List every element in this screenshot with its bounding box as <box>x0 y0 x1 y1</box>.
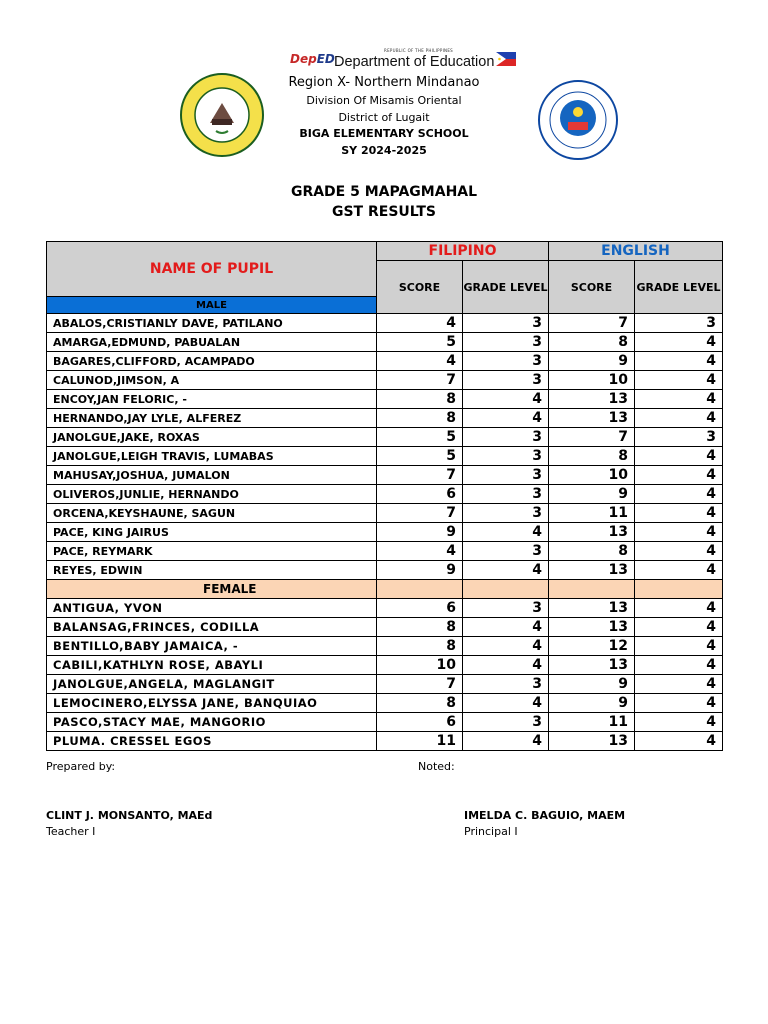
filipino-grade-level: 3 <box>463 333 549 352</box>
teacher-title: Teacher I <box>46 825 96 838</box>
filipino-grade-level: 3 <box>463 713 549 732</box>
filipino-grade-level: 3 <box>463 352 549 371</box>
deped-header <box>290 48 530 74</box>
filipino-score: 4 <box>377 542 463 561</box>
english-grade-level: 3 <box>635 314 723 333</box>
female-band-cell <box>635 580 723 599</box>
table-row <box>47 618 723 637</box>
filipino-score: 7 <box>377 504 463 523</box>
english-grade-level: 4 <box>635 485 723 504</box>
pupil-name: ANTIGUA, YVON <box>47 599 377 618</box>
pupil-name: OLIVEROS,JUNLIE, HERNANDO <box>47 485 377 504</box>
english-score: 13 <box>549 523 635 542</box>
filipino-grade-level: 3 <box>463 428 549 447</box>
school-year: SY 2024-2025 <box>341 144 427 157</box>
pupil-name: JANOLGUE,JAKE, ROXAS <box>47 428 377 447</box>
filipino-grade-level: 3 <box>463 542 549 561</box>
republic-text: REPUBLIC OF THE PHILIPPINES <box>384 48 454 53</box>
filipino-grade-level: 3 <box>463 504 549 523</box>
english-score: 13 <box>549 390 635 409</box>
english-score: 13 <box>549 599 635 618</box>
filipino-score-header: SCORE <box>377 261 463 314</box>
english-grade-level: 4 <box>635 466 723 485</box>
filipino-score: 11 <box>377 732 463 751</box>
noted-label: Noted: <box>418 760 455 773</box>
deped-logo: DepED <box>290 52 335 66</box>
english-grade-level: 4 <box>635 504 723 523</box>
pupil-name: JANOLGUE,LEIGH TRAVIS, LUMABAS <box>47 447 377 466</box>
filipino-grade-level: 3 <box>463 599 549 618</box>
filipino-grade-level: 3 <box>463 466 549 485</box>
pupil-name: PACE, REYMARK <box>47 542 377 561</box>
filipino-score: 8 <box>377 618 463 637</box>
filipino-score: 6 <box>377 713 463 732</box>
name-of-pupil-header: NAME OF PUPIL <box>47 242 377 297</box>
pupil-name: CABILI,KATHLYN ROSE, ABAYLI <box>47 656 377 675</box>
filipino-grade-level: 3 <box>463 675 549 694</box>
filipino-grade-level: 4 <box>463 561 549 580</box>
filipino-grade-level: 4 <box>463 637 549 656</box>
english-grade-level: 4 <box>635 656 723 675</box>
filipino-grade-level: 4 <box>463 656 549 675</box>
filipino-score: 5 <box>377 333 463 352</box>
english-grade-level: 4 <box>635 542 723 561</box>
pupil-name: BENTILLO,BABY JAMAICA, - <box>47 637 377 656</box>
table-row <box>47 333 723 352</box>
english-score: 12 <box>549 637 635 656</box>
female-band-cell <box>549 580 635 599</box>
pupil-name: HERNANDO,JAY LYLE, ALFEREZ <box>47 409 377 428</box>
filipino-header: FILIPINO <box>377 242 549 261</box>
pupil-name: BAGARES,CLIFFORD, ACAMPADO <box>47 352 377 371</box>
department-name: Department of Education <box>334 54 495 70</box>
english-score: 13 <box>549 732 635 751</box>
letterhead <box>0 0 768 240</box>
english-score: 9 <box>549 675 635 694</box>
pupil-name: PACE, KING JAIRUS <box>47 523 377 542</box>
filipino-grade-level: 4 <box>463 409 549 428</box>
principal-name: IMELDA C. BAGUIO, MAEM <box>464 809 626 822</box>
female-section-label: FEMALE <box>47 580 377 599</box>
filipino-score: 4 <box>377 314 463 333</box>
english-grade-level: 4 <box>635 675 723 694</box>
pupil-name: REYES, EDWIN <box>47 561 377 580</box>
english-grade-level: 4 <box>635 352 723 371</box>
filipino-score: 7 <box>377 675 463 694</box>
english-grade-level: 4 <box>635 561 723 580</box>
table-row <box>47 675 723 694</box>
report-title: GRADE 5 MAPAGMAHAL <box>290 184 478 200</box>
filipino-score: 5 <box>377 428 463 447</box>
filipino-score: 9 <box>377 523 463 542</box>
english-score: 8 <box>549 333 635 352</box>
pupil-name: MAHUSAY,JOSHUA, JUMALON <box>47 466 377 485</box>
filipino-grade-level-header: GRADE LEVEL <box>463 261 549 314</box>
filipino-score: 4 <box>377 352 463 371</box>
pupil-name: CALUNOD,JIMSON, A <box>47 371 377 390</box>
female-section-row <box>47 580 723 599</box>
pupil-name: ENCOY,JAN FELORIC, - <box>47 390 377 409</box>
english-score: 13 <box>549 409 635 428</box>
table-row <box>47 409 723 428</box>
female-band-cell <box>377 580 463 599</box>
table-row <box>47 523 723 542</box>
filipino-grade-level: 3 <box>463 447 549 466</box>
filipino-grade-level: 4 <box>463 390 549 409</box>
english-score: 9 <box>549 694 635 713</box>
filipino-score: 7 <box>377 466 463 485</box>
filipino-grade-level: 3 <box>463 485 549 504</box>
teacher-name: CLINT J. MONSANTO, MAEd <box>46 809 213 822</box>
table-row <box>47 371 723 390</box>
english-score: 8 <box>549 542 635 561</box>
gst-results-table <box>46 241 723 751</box>
pupil-name: JANOLGUE,ANGELA, MAGLANGIT <box>47 675 377 694</box>
division-text: Division Of Misamis Oriental <box>306 94 462 107</box>
english-score: 10 <box>549 371 635 390</box>
table-row <box>47 466 723 485</box>
english-grade-level: 3 <box>635 428 723 447</box>
english-score: 13 <box>549 561 635 580</box>
english-grade-level-header: GRADE LEVEL <box>635 261 723 314</box>
table-row <box>47 732 723 751</box>
district-text: District of Lugait <box>338 111 430 124</box>
filipino-score: 8 <box>377 637 463 656</box>
english-score: 13 <box>549 618 635 637</box>
english-grade-level: 4 <box>635 390 723 409</box>
table-row <box>47 352 723 371</box>
english-score: 7 <box>549 314 635 333</box>
deped-region-seal-logo <box>538 80 618 160</box>
english-score: 10 <box>549 466 635 485</box>
english-score: 8 <box>549 447 635 466</box>
english-grade-level: 4 <box>635 409 723 428</box>
principal-title: Principal I <box>464 825 518 838</box>
filipino-score: 7 <box>377 371 463 390</box>
table-row <box>47 504 723 523</box>
table-row <box>47 694 723 713</box>
table-row <box>47 561 723 580</box>
table-row <box>47 656 723 675</box>
table-row <box>47 428 723 447</box>
table-row <box>47 637 723 656</box>
filipino-score: 5 <box>377 447 463 466</box>
english-grade-level: 4 <box>635 371 723 390</box>
pupil-name: PLUMA. CRESSEL EGOS <box>47 732 377 751</box>
english-grade-level: 4 <box>635 732 723 751</box>
filipino-score: 8 <box>377 409 463 428</box>
pupil-name: LEMOCINERO,ELYSSA JANE, BANQUIAO <box>47 694 377 713</box>
pupil-name: AMARGA,EDMUND, PABUALAN <box>47 333 377 352</box>
english-grade-level: 4 <box>635 523 723 542</box>
english-grade-level: 4 <box>635 637 723 656</box>
table-row <box>47 314 723 333</box>
pupil-name: PASCO,STACY MAE, MANGORIO <box>47 713 377 732</box>
table-row <box>47 390 723 409</box>
filipino-grade-level: 4 <box>463 618 549 637</box>
english-header: ENGLISH <box>549 242 723 261</box>
filipino-score: 10 <box>377 656 463 675</box>
english-grade-level: 4 <box>635 713 723 732</box>
english-grade-level: 4 <box>635 618 723 637</box>
english-grade-level: 4 <box>635 333 723 352</box>
pupil-name: ABALOS,CRISTIANLY DAVE, PATILANO <box>47 314 377 333</box>
english-grade-level: 4 <box>635 694 723 713</box>
filipino-grade-level: 4 <box>463 523 549 542</box>
filipino-score: 6 <box>377 485 463 504</box>
english-score: 9 <box>549 485 635 504</box>
english-score: 9 <box>549 352 635 371</box>
filipino-grade-level: 3 <box>463 371 549 390</box>
table-row <box>47 542 723 561</box>
english-score: 7 <box>549 428 635 447</box>
english-score: 11 <box>549 713 635 732</box>
prepared-by-label: Prepared by: <box>46 760 116 773</box>
school-name: BIGA ELEMENTARY SCHOOL <box>299 127 469 140</box>
english-grade-level: 4 <box>635 599 723 618</box>
philippine-flag-icon <box>496 52 516 66</box>
male-section-label: MALE <box>47 297 377 314</box>
english-score: 13 <box>549 656 635 675</box>
english-grade-level: 4 <box>635 447 723 466</box>
female-band-cell <box>463 580 549 599</box>
english-score-header: SCORE <box>549 261 635 314</box>
table-row <box>47 485 723 504</box>
filipino-grade-level: 4 <box>463 694 549 713</box>
report-subtitle: GST RESULTS <box>331 204 437 220</box>
filipino-score: 8 <box>377 390 463 409</box>
region-text: Region X- Northern Mindanao <box>288 75 480 90</box>
table-row <box>47 599 723 618</box>
pupil-name: BALANSAG,FRINCES, CODILLA <box>47 618 377 637</box>
filipino-score: 6 <box>377 599 463 618</box>
english-score: 11 <box>549 504 635 523</box>
pupil-name: ORCENA,KEYSHAUNE, SAGUN <box>47 504 377 523</box>
table-row <box>47 713 723 732</box>
filipino-score: 8 <box>377 694 463 713</box>
table-row <box>47 447 723 466</box>
filipino-score: 9 <box>377 561 463 580</box>
filipino-grade-level: 3 <box>463 314 549 333</box>
filipino-grade-level: 4 <box>463 732 549 751</box>
